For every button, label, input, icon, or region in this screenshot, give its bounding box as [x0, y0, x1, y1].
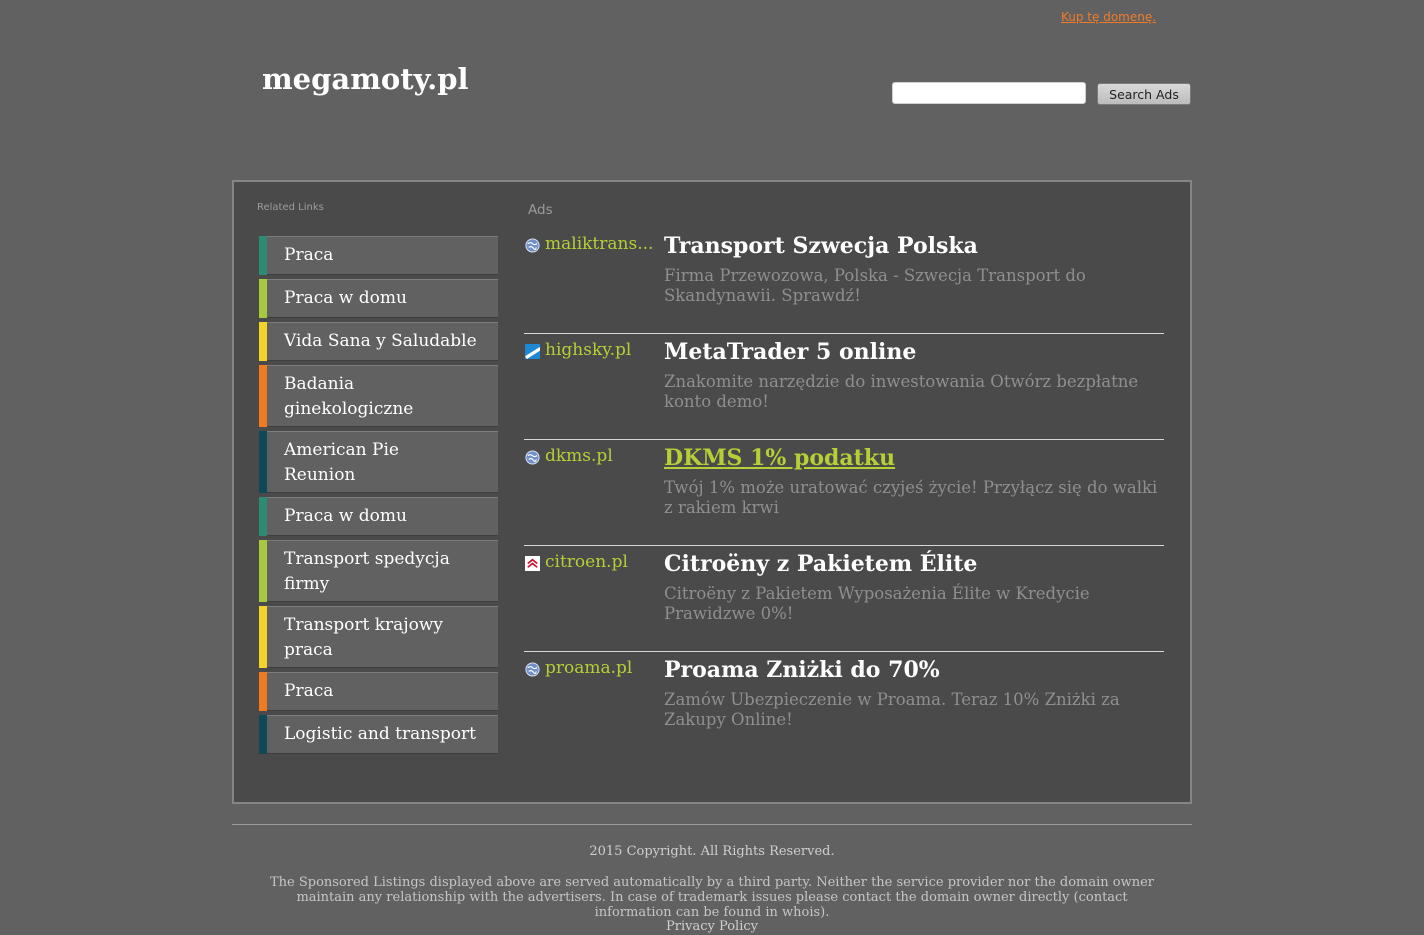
related-link-item[interactable]	[259, 236, 498, 275]
ad-domain-link[interactable]: proama.pl	[545, 658, 633, 678]
related-links-heading: Related Links	[257, 202, 324, 213]
ad-title-link[interactable]: Citroëny z Pakietem Élite	[664, 551, 978, 577]
search-input[interactable]	[892, 82, 1086, 104]
footer-divider	[232, 824, 1192, 825]
related-link-item[interactable]	[259, 322, 498, 361]
related-link-item[interactable]	[259, 606, 498, 668]
ad-listing	[524, 228, 1164, 334]
related-link-item[interactable]	[259, 365, 498, 427]
ad-domain-link[interactable]: citroen.pl	[545, 552, 628, 572]
ad-listing	[524, 440, 1164, 546]
related-link-label[interactable]: Vida Sana y Saludable	[267, 322, 498, 361]
ads-heading: Ads	[528, 202, 553, 218]
related-link-label[interactable]: Praca	[267, 672, 498, 711]
related-link-label[interactable]: Transport spedycja firmy	[267, 540, 498, 602]
buy-domain-link[interactable]: Kup tę domenę.	[1061, 10, 1157, 24]
related-link-item[interactable]	[259, 540, 498, 602]
related-link-item[interactable]	[259, 497, 498, 536]
globe-icon	[525, 662, 540, 677]
ad-description: Citroëny z Pakietem Wyposażenia Élite w Kredycie Prawidzwe 0%!	[664, 584, 1090, 623]
ad-description: Twój 1% może uratować czyjeś życie! Przyłącz się do walki z rakiem krwi	[664, 478, 1158, 517]
disclaimer-text: The Sponsored Listings displayed above are served automatically by a third party. Neither the service provider nor the domain owner maintain any relationship with the advertisers. In case of trademark issues please contact the domain owner directly (contact information can be found in whois).	[269, 875, 1155, 920]
ad-domain-link[interactable]: dkms.pl	[545, 446, 613, 466]
ad-title-link[interactable]: Transport Szwecja Polska	[664, 233, 978, 259]
ad-domain-link[interactable]: highsky.pl	[545, 340, 632, 360]
ad-description: Znakomite narzędzie do inwestowania Otwórz bezpłatne konto demo!	[664, 372, 1139, 411]
globe-icon	[525, 238, 540, 253]
citroen-logo-icon	[525, 556, 540, 571]
search-ads-button[interactable]: Search Ads	[1097, 83, 1191, 105]
related-link-label[interactable]: Badania ginekologiczne	[267, 365, 498, 427]
related-link-item[interactable]	[259, 715, 498, 754]
ad-listing	[524, 546, 1164, 652]
related-link-item[interactable]	[259, 672, 498, 711]
ad-listing	[524, 334, 1164, 440]
ad-title-link[interactable]: Proama Zniżki do 70%	[664, 657, 940, 683]
globe-icon	[525, 450, 540, 465]
ad-title-link[interactable]: MetaTrader 5 online	[664, 339, 917, 365]
related-link-label[interactable]: Praca	[267, 236, 498, 275]
ads-list	[524, 228, 1164, 757]
related-link-label[interactable]: Transport krajowy praca	[267, 606, 498, 668]
ad-description: Zamów Ubezpieczenie w Proama. Teraz 10% Zniżki za Zakupy Online!	[664, 690, 1120, 729]
ad-listing	[524, 652, 1164, 757]
related-link-label[interactable]: American Pie Reunion	[267, 431, 498, 493]
related-link-label[interactable]: Praca w domu	[267, 279, 498, 318]
ad-domain-link[interactable]: maliktrans...	[545, 234, 654, 254]
ad-description: Firma Przewozowa, Polska - Szwecja Transport do Skandynawii. Sprawdź!	[664, 266, 1086, 305]
site-title: megamoty.pl	[262, 62, 469, 96]
related-link-label[interactable]: Logistic and transport	[267, 715, 498, 754]
related-link-label[interactable]: Praca w domu	[267, 497, 498, 536]
ad-title-link[interactable]: DKMS 1% podatku	[664, 445, 896, 471]
privacy-policy-link[interactable]: Privacy Policy	[666, 919, 758, 934]
copyright-text: 2015 Copyright. All Rights Reserved.	[589, 844, 835, 859]
highsky-logo-icon	[525, 344, 540, 359]
related-link-item[interactable]	[259, 279, 498, 318]
related-links-list	[259, 232, 498, 754]
related-link-item[interactable]	[259, 431, 498, 493]
